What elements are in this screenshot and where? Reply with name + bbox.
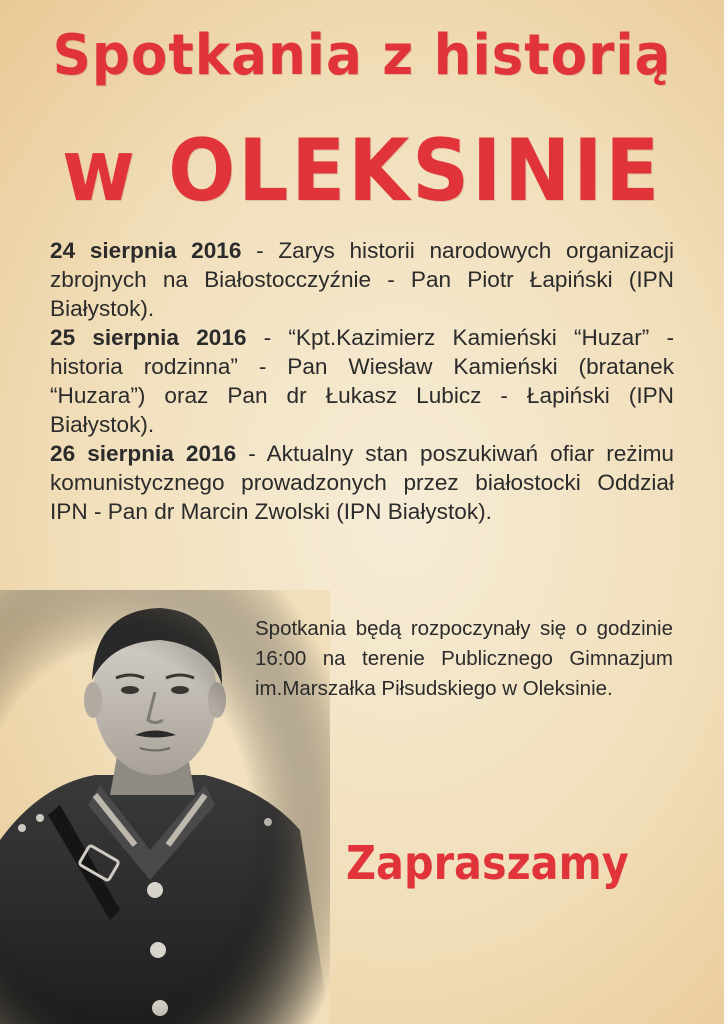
schedule-item <box>50 439 674 526</box>
schedule-date: 25 sierpnia 2016 <box>50 325 247 350</box>
schedule-item <box>50 323 674 439</box>
schedule-date: 26 sierpnia 2016 <box>50 441 237 466</box>
schedule-date: 24 sierpnia 2016 <box>50 238 242 263</box>
schedule-description: - Aktualny stan poszukiwań ofiar reżimu komunistycznego prowadzonych przez białostocki Oddział IPN - Pan dr Marcin Zwolski (IPN Białystok). <box>50 441 674 524</box>
schedule-item <box>50 236 674 323</box>
poster-title-line-2: w OLEKSINIE <box>61 121 663 221</box>
meeting-info-text: Spotkania będą rozpoczynały się o godzinie 16:00 na terenie Publicznego Gimnazjum im.Marszałka Piłsudskiego w Oleksinie. <box>255 617 673 700</box>
poster-title-line-1: Spotkania z historią <box>52 23 672 88</box>
schedule-list <box>50 236 674 526</box>
schedule-description: - “Kpt.Kazimierz Kamieński “Huzar” - historia rodzinna” - Pan Wiesław Kamieński (bratanek “Huzara”) oraz Pan dr Łukasz Lubicz - Łapiński (IPN Białystok). <box>50 325 674 437</box>
schedule-description: - Zarys historii narodowych organizacji zbrojnych na Białostocczyźnie - Pan Piotr Łapiński (IPN Białystok). <box>50 238 674 321</box>
invitation-text: Zapraszamy <box>346 836 629 890</box>
